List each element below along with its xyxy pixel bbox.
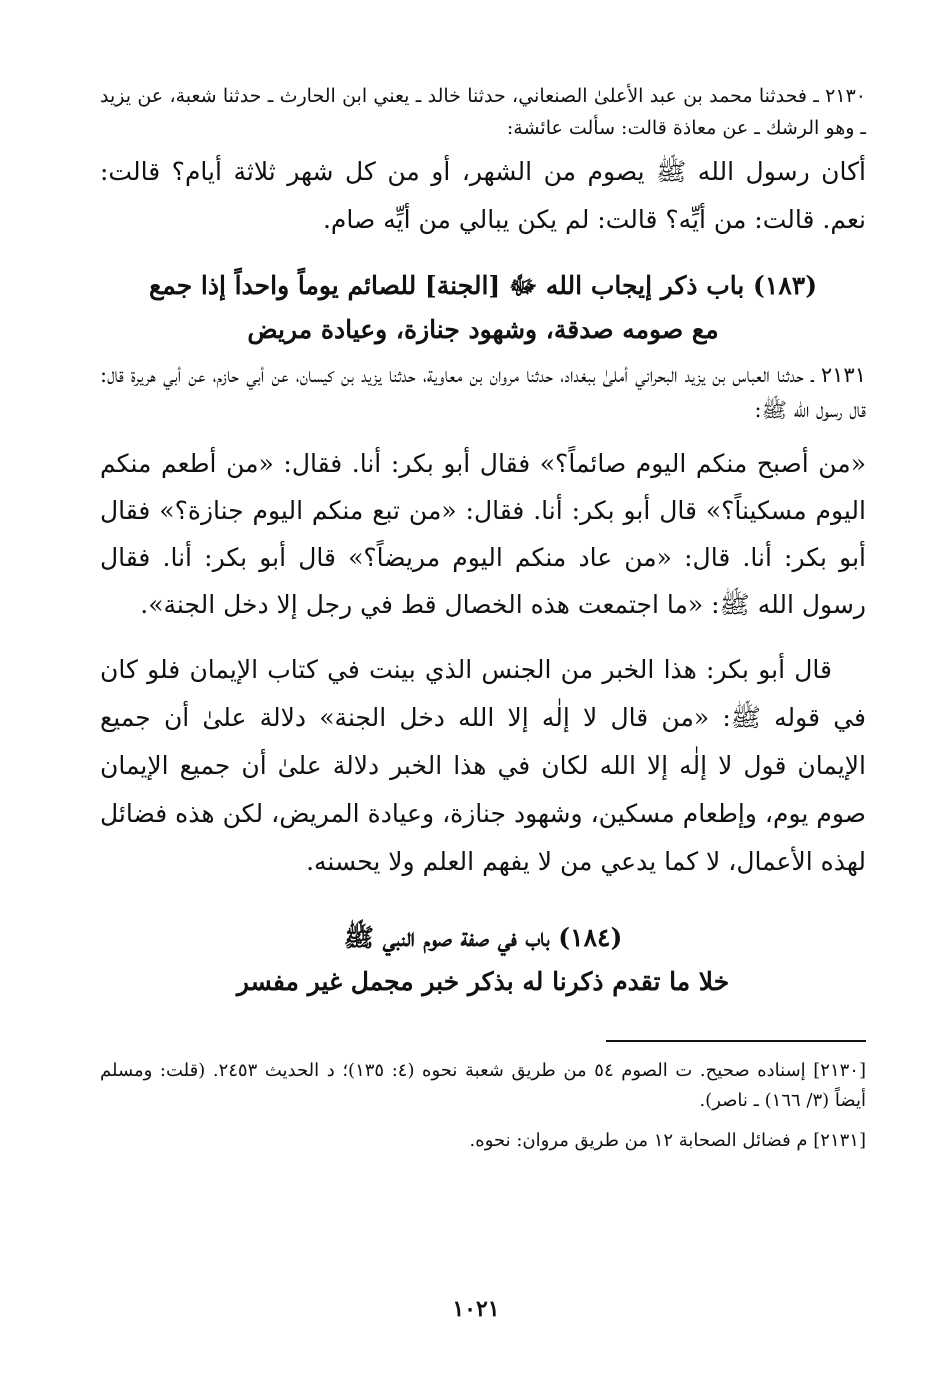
chapter-183-heading: [100, 264, 866, 352]
chapter-183-title-line1: (١٨٣) باب ذكر إيجاب الله ﷻ [الجنة] للصائم يوماً واحداً إذا جمع: [148, 271, 818, 300]
footnote-2131: [٢١٣١] م فضائل الصحابة ١٢ من طريق مروان: نحوه.: [469, 1130, 866, 1151]
hadith-2130-text: أكان رسول الله ﷺ يصوم من الشهر، أو من كل شهر ثلاثة أيام؟ قالت: نعم. قالت: من أيِّه؟ قالت: لم يكن يبالي من أيِّه صام.: [100, 157, 866, 234]
footnote-divider: [606, 1040, 866, 1042]
hadith-2130-chain: ٢١٣٠ ـ فحدثنا محمد بن عبد الأعلىٰ الصنعاني، حدثنا خالد ـ يعني ابن الحارث ـ حدثنا شعبة، عن يزيد ـ وهو الرشك ـ عن معاذة قالت: سألت عائشة:: [100, 85, 866, 139]
hadith-2131-text: «من أصبح منكم اليوم صائماً؟» فقال أبو بكر: أنا. فقال: «من أطعم منكم اليوم مسكيناً؟» قال أبو بكر: أنا. فقال: «من تبع منكم اليوم جنازة؟» فقال أبو بكر: أنا. قال: «من عاد منكم اليوم مريضاً؟» قال أبو بكر: أنا. فقال رسول الله ﷺ: «ما اجتمعت هذه الخصال قط في رجل إلا دخل الجنة».: [100, 449, 866, 619]
page-number: ١٠٢١: [452, 1296, 500, 1322]
commentary-paragraph: قال أبو بكر: هذا الخبر من الجنس الذي بينت في كتاب الإيمان فلو كان في قوله ﷺ: «من قال لا إلٰه إلا الله دخل الجنة» دلالة علىٰ أن جميع الإيمان قول لا إلٰه إلا الله لكان في هذا الخبر دلالة علىٰ أن جميع الإيمان صوم يوم، وإطعام مسكين، وشهود جنازة، وعيادة المريض، لكن هذه فضائل لهذه الأعمال، لا كما يدعي من لا يفهم العلم ولا يحسنه.: [100, 655, 866, 876]
footnote-2130: [٢١٣٠] إسناده صحيح. ت الصوم ٥٤ من طريق شعبة نحوه (٤: ١٣٥)؛ د الحديث ٢٤٥٣. (قلت: ومسلم أيضاً (٣/ ١٦٦) ـ ناصر).: [100, 1060, 866, 1111]
chapter-184-title-line1: (١٨٤) باب في صفة صوم النبي ﷺ: [343, 923, 623, 952]
chapter-184-title-line2: خلا ما تقدم ذكرنا له بذكر خبر مجمل غير مفسر: [236, 967, 730, 996]
chapter-184-heading: [100, 916, 866, 1004]
hadith-2131-chain: ٢١٣١ ـ حدثنا العباس بن يزيد البحراني أملىٰ ببغداد، حدثنا مروان بن معاوية، حدثنا يزيد بن كيسان، عن أبي حازم، عن أبي هريرة قال: قال رسول الله ﷺ:: [100, 363, 866, 422]
chapter-183-title-line2: مع صومه صدقة، وشهود جنازة، وعيادة مريض: [247, 315, 719, 344]
